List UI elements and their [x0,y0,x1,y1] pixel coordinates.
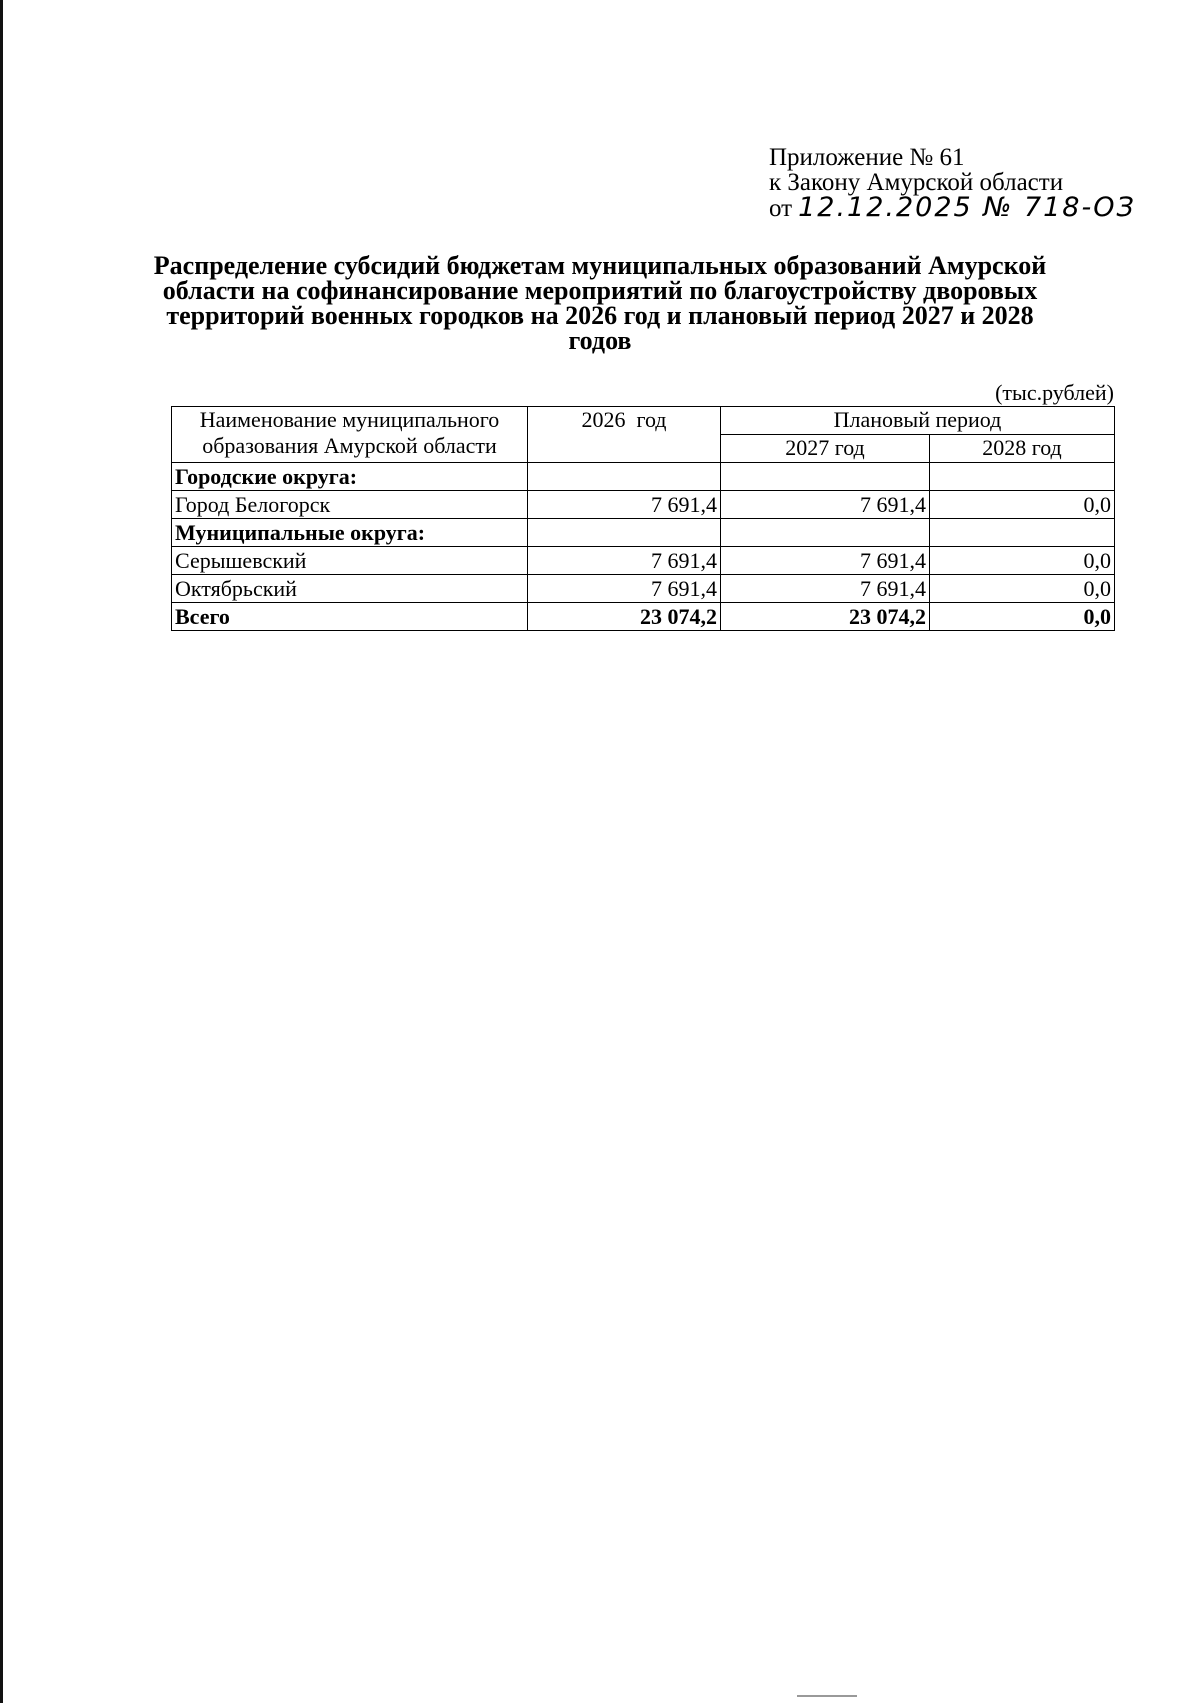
row-name: Город Белогорск [172,491,528,519]
table-header-row [172,407,1115,435]
total-name: Всего [172,603,528,631]
row-2027 [721,463,930,491]
row-name: Октябрьский [172,575,528,603]
annex-block [769,145,1136,221]
scan-edge [0,0,3,1703]
annex-date-prefix: от [769,195,793,222]
header-2027: 2027 год [721,435,930,463]
row-2027: 7 691,4 [721,547,930,575]
units-label: (тыс.рублей) [995,380,1114,405]
header-2026: 2026 год [528,407,721,463]
row-2028: 0,0 [930,547,1115,575]
row-2028: 0,0 [930,491,1115,519]
document-title: Распределение субсидий бюджетам муниципальных образований Амурской области на софинансирование мероприятий по благоустройству дворовых территорий военных городков на 2026 год и плановый период 2027 и 2028 годов [153,251,1047,355]
table-row [172,491,1115,519]
row-2027: 7 691,4 [721,575,930,603]
row-2026 [528,463,721,491]
header-name [172,407,528,463]
handwritten-date-number: 12.12.2025 № 718-ОЗ [798,192,1136,223]
scan-artifact [797,1695,857,1697]
row-name: Муниципальные округа: [172,519,528,547]
table-row [172,575,1115,603]
annex-law: к Закону Амурской области [769,169,1064,196]
subsidy-table [171,406,1115,631]
row-2026: 7 691,4 [528,547,721,575]
table-total-row [172,603,1115,631]
row-2028 [930,463,1115,491]
row-2026: 7 691,4 [528,491,721,519]
header-2028: 2028 год [930,435,1115,463]
table-row [172,547,1115,575]
total-2028: 0,0 [930,603,1115,631]
header-name-line2: образования Амурской области [202,433,497,458]
header-name-line1: Наименование муниципального [199,407,500,432]
row-2027 [721,519,930,547]
table-row [172,463,1115,491]
row-2028: 0,0 [930,575,1115,603]
annex-number: Приложение № 61 [769,144,965,171]
annex-date-line [769,192,1136,223]
total-2026: 23 074,2 [528,603,721,631]
total-2027: 23 074,2 [721,603,930,631]
row-2028 [930,519,1115,547]
header-planned-period: Плановый период [721,407,1115,435]
row-name: Серышевский [172,547,528,575]
row-2026: 7 691,4 [528,575,721,603]
row-name: Городские округа: [172,463,528,491]
row-2027: 7 691,4 [721,491,930,519]
table-row [172,519,1115,547]
row-2026 [528,519,721,547]
